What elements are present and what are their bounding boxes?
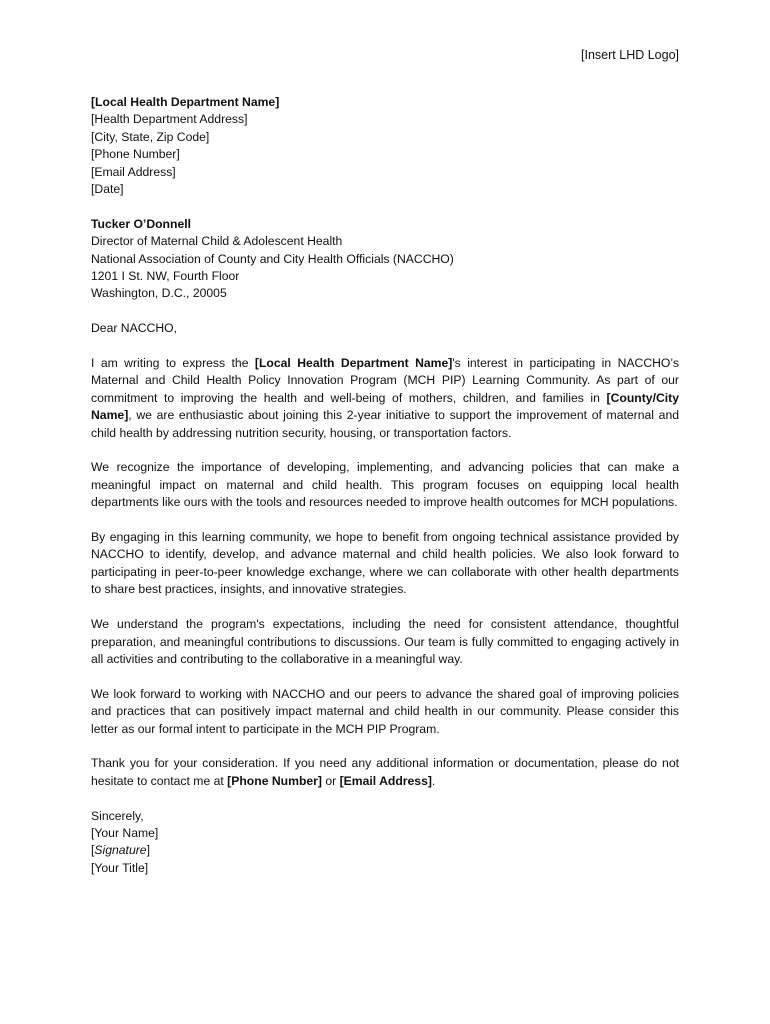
recipient-block [91, 216, 679, 303]
sender-block [91, 94, 679, 198]
sender-name [91, 94, 679, 111]
paragraph-engagement: By engaging in this learning community, we hope to benefit from ongoing technical assistance provided by NACCHO to identify, develop, and advance maternal and child health policies. We also look forward to participating in peer-to-peer knowledge exchange, where we can collaborate with other health departments to share best practices, insights, and innovative strategies. [91, 530, 679, 597]
p6-email: [Email Address] [339, 773, 432, 788]
salutation: Dear NACCHO, [91, 321, 178, 336]
sender-phone: [Phone Number] [91, 147, 180, 162]
sender-email: [Email Address] [91, 164, 176, 179]
p6-text-e: . [431, 773, 436, 788]
signature-bracket-close: ] [146, 843, 150, 858]
letter-body [91, 94, 679, 877]
paragraph-intent [91, 355, 679, 442]
closing-sincerely: Sincerely, [91, 808, 144, 823]
recipient-city: Washington, D.C., 20005 [91, 286, 227, 301]
p1-text-e: , we are enthusiastic about joining this 2-year initiative to support the improvement of maternal and child health by addressing nutrition security, housing, or transportation factors. [91, 408, 679, 440]
p6-text-c: or [321, 773, 340, 788]
sender-name-text: [Local Health Department Name] [91, 95, 280, 109]
p1-county-name: [County/City Name] [91, 390, 679, 423]
closing-your-title: [Your Title] [91, 860, 149, 875]
paragraph-thank-you [91, 755, 679, 790]
recipient-street: 1201 I St. NW, Fourth Floor [91, 269, 240, 284]
p6-text-a: Thank you for your consideration. If you need any additional information or documentation, please do not hesitate to contact me at [91, 756, 679, 788]
sender-address: [Health Department Address] [91, 112, 248, 127]
recipient-title: Director of Maternal Child & Adolescent Health [91, 234, 343, 249]
recipient-organization: National Association of County and City Health Officials (NACCHO) [91, 251, 454, 266]
recipient-name [91, 216, 679, 233]
paragraph-importance: We recognize the importance of developing, implementing, and advancing policies that can make a meaningful impact on maternal and child health. This program focuses on equipping local health departments like ours with the tools and resources needed to improve health outcomes for MCH populations. [91, 460, 679, 510]
p1-text-a: I am writing to express the [91, 356, 255, 371]
paragraph-look-forward: We look forward to working with NACCHO and our peers to advance the shared goal of improving policies and practices that can positively impact maternal and child health in our community. Please consider this letter as our formal intent to participate in the MCH PIP Program. [91, 686, 679, 736]
signature-bracket-open: [ [91, 843, 95, 858]
closing-your-name: [Your Name] [91, 825, 159, 840]
logo-placeholder: [Insert LHD Logo] [581, 48, 679, 62]
closing-signature [91, 842, 679, 859]
sender-city-state-zip: [City, State, Zip Code] [91, 129, 210, 144]
recipient-name-text: Tucker O’Donnell [91, 216, 191, 231]
letter-date: [Date] [91, 182, 124, 197]
closing-block [91, 808, 679, 878]
paragraph-expectations: We understand the program's expectations, including the need for consistent attendance, thoughtful preparation, and meaningful contributions to discussions. Our team is fully committed to engaging actively in all activities and contributing to the collaborative in a meaningful way. [91, 617, 679, 666]
p6-phone: [Phone Number] [227, 773, 322, 788]
p1-text-c: 's interest in participating in NACCHO’s Maternal and Child Health Policy Innovation Program (MCH PIP) Learning Community. As part of our commitment to improving the health and well-being of mothers, children, and families in [91, 356, 679, 405]
signature-word: Signature [94, 843, 147, 858]
p1-lhd-name: [Local Health Department Name] [254, 356, 453, 371]
